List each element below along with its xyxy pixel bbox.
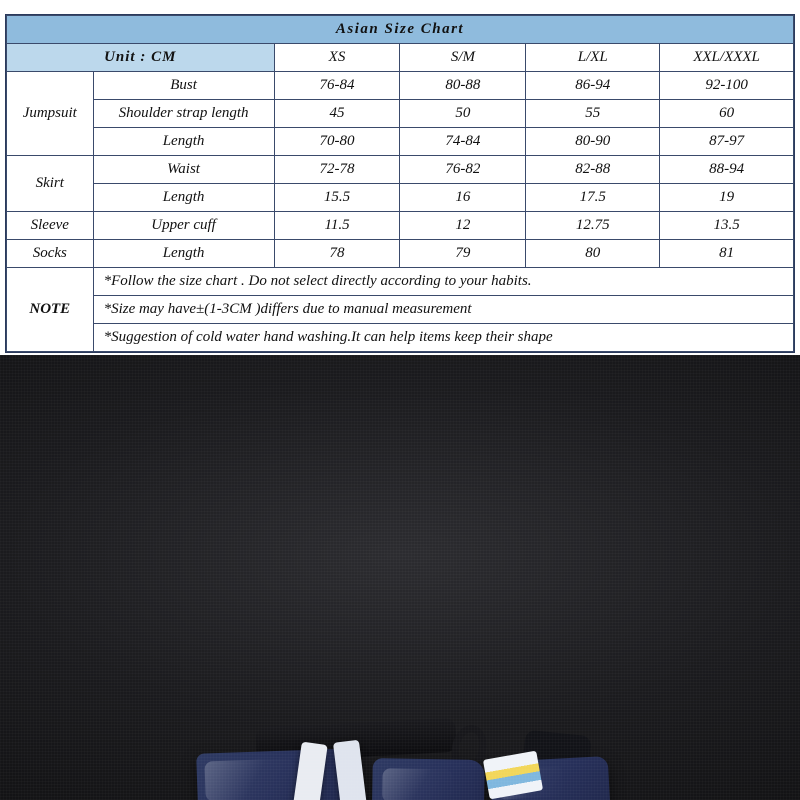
size-column-lxl: L/XL xyxy=(526,44,660,72)
measure-value: 80 xyxy=(526,240,660,268)
table-row-note xyxy=(7,296,794,324)
measure-value: 82-88 xyxy=(526,156,660,184)
measure-value: 78 xyxy=(274,240,400,268)
measure-value: 19 xyxy=(660,184,794,212)
measure-value: 11.5 xyxy=(274,212,400,240)
measure-value: 50 xyxy=(400,100,526,128)
table-row-title xyxy=(7,16,794,44)
size-column-xxl: XXL/XXXL xyxy=(660,44,794,72)
bodice-right-panel xyxy=(371,758,485,800)
note-label: NOTE xyxy=(7,268,94,352)
measure-value: 80-88 xyxy=(400,72,526,100)
measure-value: 88-94 xyxy=(660,156,794,184)
unit-label: Unit : CM xyxy=(7,44,275,72)
size-chart-table xyxy=(6,15,794,352)
measure-value: 15.5 xyxy=(274,184,400,212)
measure-value: 87-97 xyxy=(660,128,794,156)
fabric-highlight xyxy=(382,768,453,800)
measure-value: 12.75 xyxy=(526,212,660,240)
table-row xyxy=(7,240,794,268)
measure-label: Bust xyxy=(93,72,274,100)
measure-value: 55 xyxy=(526,100,660,128)
note-line: *Suggestion of cold water hand washing.It can help items keep their shape xyxy=(93,324,793,352)
measure-value: 79 xyxy=(400,240,526,268)
table-row xyxy=(7,100,794,128)
measure-value: 86-94 xyxy=(526,72,660,100)
measure-value: 16 xyxy=(400,184,526,212)
fabric-highlight xyxy=(204,758,295,800)
product-photo xyxy=(0,355,800,800)
table-row-header xyxy=(7,44,794,72)
measure-value: 76-84 xyxy=(274,72,400,100)
measure-label: Waist xyxy=(93,156,274,184)
table-row xyxy=(7,156,794,184)
measure-value: 60 xyxy=(660,100,794,128)
measure-value: 17.5 xyxy=(526,184,660,212)
table-row xyxy=(7,128,794,156)
chart-title: Asian Size Chart xyxy=(7,16,794,44)
measure-value: 12 xyxy=(400,212,526,240)
note-line: *Follow the size chart . Do not select directly according to your habits. xyxy=(93,268,793,296)
table-row xyxy=(7,72,794,100)
measure-value: 92-100 xyxy=(660,72,794,100)
measure-value: 74-84 xyxy=(400,128,526,156)
table-row xyxy=(7,212,794,240)
group-label-socks: Socks xyxy=(7,240,94,268)
note-line: *Size may have±(1-3CM )differs due to manual measurement xyxy=(93,296,793,324)
measure-value: 13.5 xyxy=(660,212,794,240)
table-row xyxy=(7,184,794,212)
measure-value: 70-80 xyxy=(274,128,400,156)
measure-value: 76-82 xyxy=(400,156,526,184)
measure-label: Upper cuff xyxy=(93,212,274,240)
measure-label: Length xyxy=(93,184,274,212)
measure-label: Length xyxy=(93,128,274,156)
measure-value: 81 xyxy=(660,240,794,268)
size-chart-container xyxy=(5,14,795,353)
group-label-jumpsuit: Jumpsuit xyxy=(7,72,94,156)
size-column-xs: XS xyxy=(274,44,400,72)
measure-label: Length xyxy=(93,240,274,268)
table-row-note xyxy=(7,268,794,296)
measure-value: 72-78 xyxy=(274,156,400,184)
group-label-skirt: Skirt xyxy=(7,156,94,212)
table-row-note xyxy=(7,324,794,352)
group-label-sleeve: Sleeve xyxy=(7,212,94,240)
measure-value: 80-90 xyxy=(526,128,660,156)
size-column-sm: S/M xyxy=(400,44,526,72)
measure-label: Shoulder strap length xyxy=(93,100,274,128)
measure-value: 45 xyxy=(274,100,400,128)
